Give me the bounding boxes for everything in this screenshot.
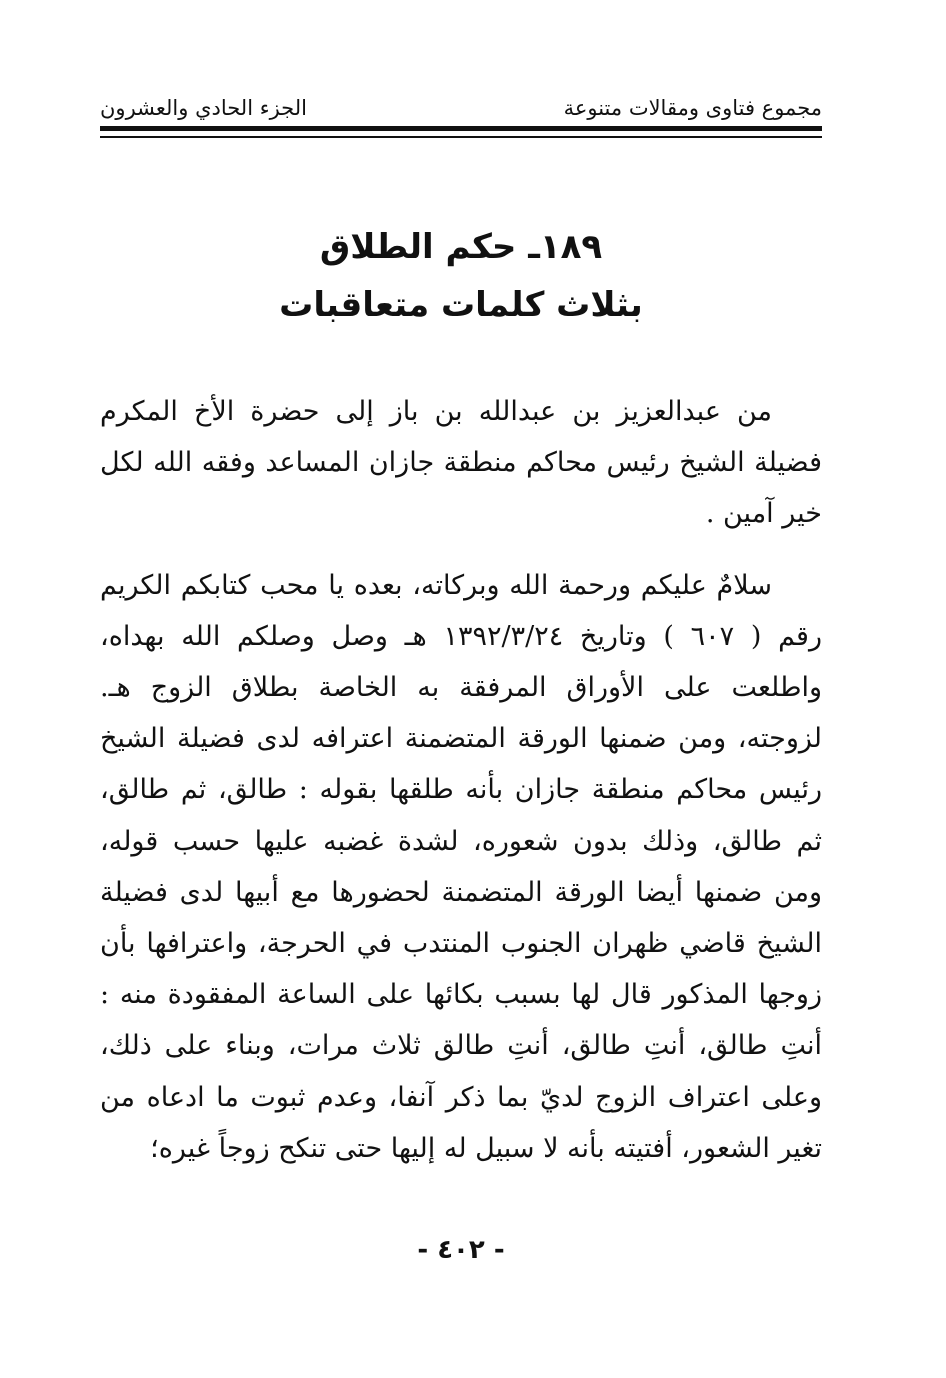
header-rule-thick <box>100 126 822 131</box>
page-number: - ٤٠٢ - <box>417 1235 505 1265</box>
body-paragraph-2: سلامٌ عليكم ورحمة الله وبركاته، بعده يا محب كتابكم الكريم رقم ( ٦٠٧ ) وتاريخ ١٣٩٢/٣/٢٤ هـ وصل وصلكم الله بهداه، واطلعت على الأوراق المرفقة به الخاصة بطلاق الزوج هـ. لزوجته، ومن ضمنها الورقة المتضمنة اعترافه لدى فضيلة الشيخ رئيس محاكم منطقة جازان بأنه طلقها بقوله : طالق، ثم طالق، ثم طالق، وذلك بدون شعوره، لشدة غضبه عليها حسب قوله، ومن ضمنها أيضا الورقة المتضمنة لحضورها مع أبيها لدى فضيلة الشيخ قاضي ظهران الجنوب المنتدب في الحرجة، واعترافها بأن زوجها المذكور قال لها بسبب بكائها على الساعة المفقودة منه : أنتِ طالق، أنتِ طالق، أنتِ طالق ثلاث مرات، وبناء على ذلك، وعلى اعتراف الزوج لديّ بما ذكر آنفا، وعدم ثبوت ما ادعاه من تغير الشعور، أفتيته بأنه لا سبيل له إليها حتى تنكح زوجاً غيره؛ <box>100 569 823 1164</box>
article-body <box>100 386 822 1174</box>
header-rule-thin <box>100 136 822 138</box>
running-header <box>100 92 822 122</box>
volume-label: الجزء الحادي والعشرون <box>100 96 307 120</box>
body-paragraph-1: من عبدالعزيز بن عبدالله بن باز إلى حضرة الأخ المكرم فضيلة الشيخ رئيس محاكم منطقة جازان المساعد وفقه الله لكل خير آمين . <box>100 396 822 530</box>
article-title-line2: بثلاث كلمات متعاقبات <box>279 285 643 325</box>
article-title <box>100 218 822 334</box>
article-title-line1: ١٨٩ـ حكم الطلاق <box>319 227 603 267</box>
collection-title: مجموع فتاوى ومقالات متنوعة <box>563 96 822 120</box>
